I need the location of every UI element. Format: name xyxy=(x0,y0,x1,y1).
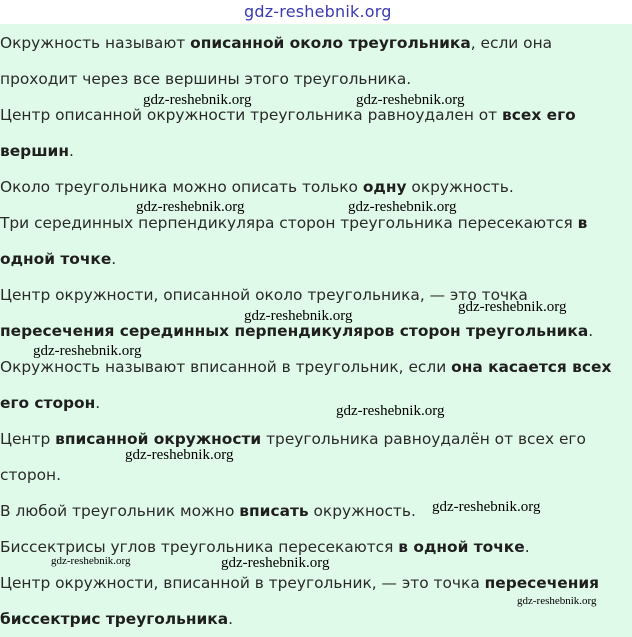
text-line: Центр вписанной окружности треугольника равноудалён от всех его xyxy=(0,430,586,448)
watermark-text: gdz-reshebnik.org xyxy=(125,447,234,463)
watermark-text: gdz-reshebnik.org xyxy=(458,299,567,315)
watermark-text: gdz-reshebnik.org xyxy=(348,199,457,215)
text-line: Центр описанной окружности треугольника равноудален от всех его xyxy=(0,106,576,124)
text-line: его сторон. xyxy=(0,394,101,412)
watermark-text: gdz-reshebnik.org xyxy=(244,308,353,324)
text-line: вершин. xyxy=(0,142,74,160)
text-line: Окружность называют вписанной в треугольник, если она касается всех xyxy=(0,358,612,376)
text-line: одной точке. xyxy=(0,250,117,268)
watermark-text: gdz-reshebnik.org xyxy=(221,555,330,571)
text-line: пересечения серединных перпендикуляров сторон треугольника. xyxy=(0,322,594,340)
text-line: биссектрис треугольника. xyxy=(0,610,234,628)
watermark-text: gdz-reshebnik.org xyxy=(143,92,252,108)
text-line: Три серединных перпендикуляра сторон треугольника пересекаются в xyxy=(0,214,588,232)
text-line: Биссектрисы углов треугольника пересекаются в одной точке. xyxy=(0,538,530,556)
text-line: Центр окружности, описанной около треугольника, — это точка xyxy=(0,286,528,304)
watermark-text: gdz-reshebnik.org xyxy=(136,199,245,215)
text-line: В любой треугольник можно вписать окружность. xyxy=(0,502,416,520)
watermark-text: gdz-reshebnik.org xyxy=(432,499,541,515)
text-line: Центр окружности, вписанной в треугольник, — это точка пересечения xyxy=(0,574,600,592)
text-line: Окружность называют описанной около треугольника, если она xyxy=(0,34,553,52)
text-line: сторон. xyxy=(0,466,61,484)
watermark-text: gdz-reshebnik.org xyxy=(356,92,465,108)
text-line: Около треугольника можно описать только одну окружность. xyxy=(0,178,514,196)
watermark-text: gdz-reshebnik.org xyxy=(33,343,142,359)
text-line: проходит через все вершины этого треугольника. xyxy=(0,70,412,88)
header-watermark: gdz-reshebnik.org xyxy=(244,2,392,21)
watermark-text: gdz-reshebnik.org xyxy=(336,403,445,419)
watermark-text: gdz-reshebnik.org xyxy=(51,555,131,567)
watermark-text: gdz-reshebnik.org xyxy=(517,595,597,607)
